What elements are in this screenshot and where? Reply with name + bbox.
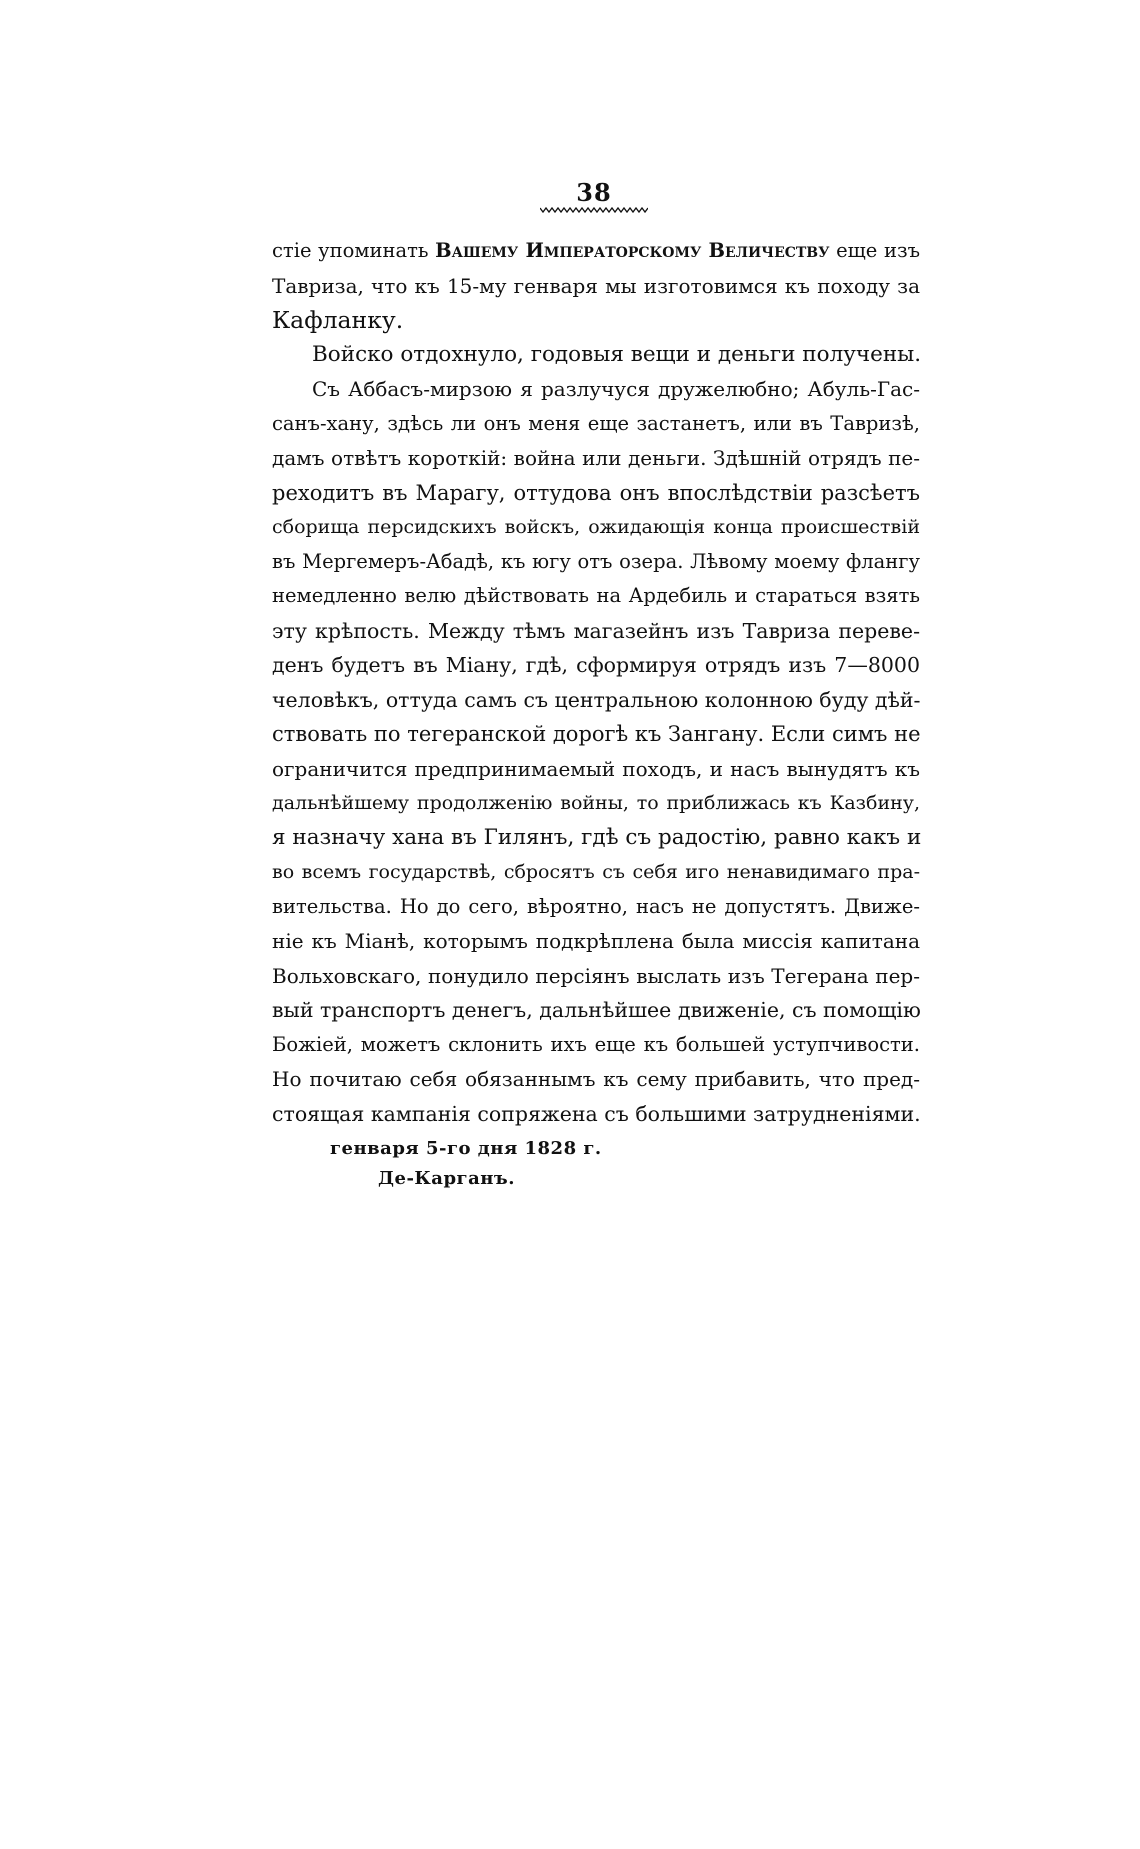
text-line: дальнѣйшему продолженію войны, то приближась къ Казбину, bbox=[272, 792, 920, 814]
text-line: реходитъ въ Марагу, оттудова онъ впослѣдствіи разсѣетъ bbox=[272, 480, 920, 505]
text-line: санъ-хану, здѣсь ли онъ меня еще застанетъ, или въ Тавризѣ, bbox=[272, 411, 920, 435]
letter-date: генваря 5-го дня 1828 г. bbox=[330, 1138, 602, 1159]
page-number-ornament bbox=[540, 206, 648, 214]
text-line: Вольховскаго, понудило персіянъ выслать изъ Тегерана пер- bbox=[272, 963, 920, 988]
text-line: я назначу хана въ Гилянъ, гдѣ съ радостію, равно какъ и bbox=[272, 824, 922, 850]
text-line: Тавриза, что къ 15-му генваря мы изготовимся къ походу за bbox=[272, 273, 920, 298]
paragraph-start-line: Съ Аббасъ-мирзою я разлучуся дружелюбно; Абуль-Гас- bbox=[312, 377, 920, 401]
text-line: стоящая кампанія сопряжена съ большими затрудненіями. bbox=[272, 1101, 921, 1126]
text-line: эту крѣпость. Между тѣмъ магазейнъ изъ Тавриза переве- bbox=[272, 618, 920, 643]
text-line: немедленно велю дѣйствовать на Ардебиль и стараться взять bbox=[272, 584, 920, 607]
paragraph-start-line: Войско отдохнуло, годовыя вещи и деньги получены. bbox=[312, 341, 922, 367]
text-line: въ Мергемеръ-Абадѣ, къ югу отъ озера. Лѣвому моему флангу bbox=[272, 549, 920, 573]
text-line: ограничится предпринимаемый походъ, и насъ вынудятъ къ bbox=[272, 756, 920, 781]
honorific-address: Вашему Императорскому Величеству bbox=[435, 239, 830, 262]
text-line: во всемъ государствѣ, сбросятъ съ себя иго ненавидимаго пра- bbox=[272, 861, 920, 883]
text-line: сборища персидскихъ войскъ, ожидающія конца происшествій bbox=[272, 516, 920, 538]
page-number: 38 bbox=[576, 178, 612, 207]
text-line: Божіей, можетъ склонить ихъ еще къ большей уступчивости. bbox=[272, 1032, 920, 1056]
text-line: вый транспортъ денегъ, дальнѣйшее движеніе, съ помощію bbox=[272, 998, 921, 1022]
text-line: Кафланку. bbox=[272, 306, 404, 334]
letter-body bbox=[272, 234, 920, 1131]
text-line: стіе упоминать Вашему Императорскому Величеству еще изъ bbox=[272, 239, 920, 262]
text-line: денъ будетъ въ Міану, гдѣ, сформируя отрядъ изъ 7—8000 bbox=[272, 653, 920, 677]
text-line: вительства. Но до сего, вѣроятно, насъ не допустятъ. Движе- bbox=[272, 894, 920, 918]
text-line: Но почитаю себя обязаннымъ къ сему прибавить, что пред- bbox=[272, 1067, 920, 1091]
text-line: дамъ отвѣтъ короткій: война или деньги. Здѣшній отрядъ пе- bbox=[272, 446, 920, 470]
text-line: ніе къ Міанѣ, которымъ подкрѣплена была миссія капитана bbox=[272, 929, 920, 953]
letter-signature: Де-Карганъ. bbox=[378, 1168, 515, 1189]
text-line: ствовать по тегеранской дорогѣ къ Зангану. Если симъ не bbox=[272, 722, 921, 746]
text-line: человѣкъ, оттуда самъ съ центральною колонною буду дѣй- bbox=[272, 687, 921, 712]
